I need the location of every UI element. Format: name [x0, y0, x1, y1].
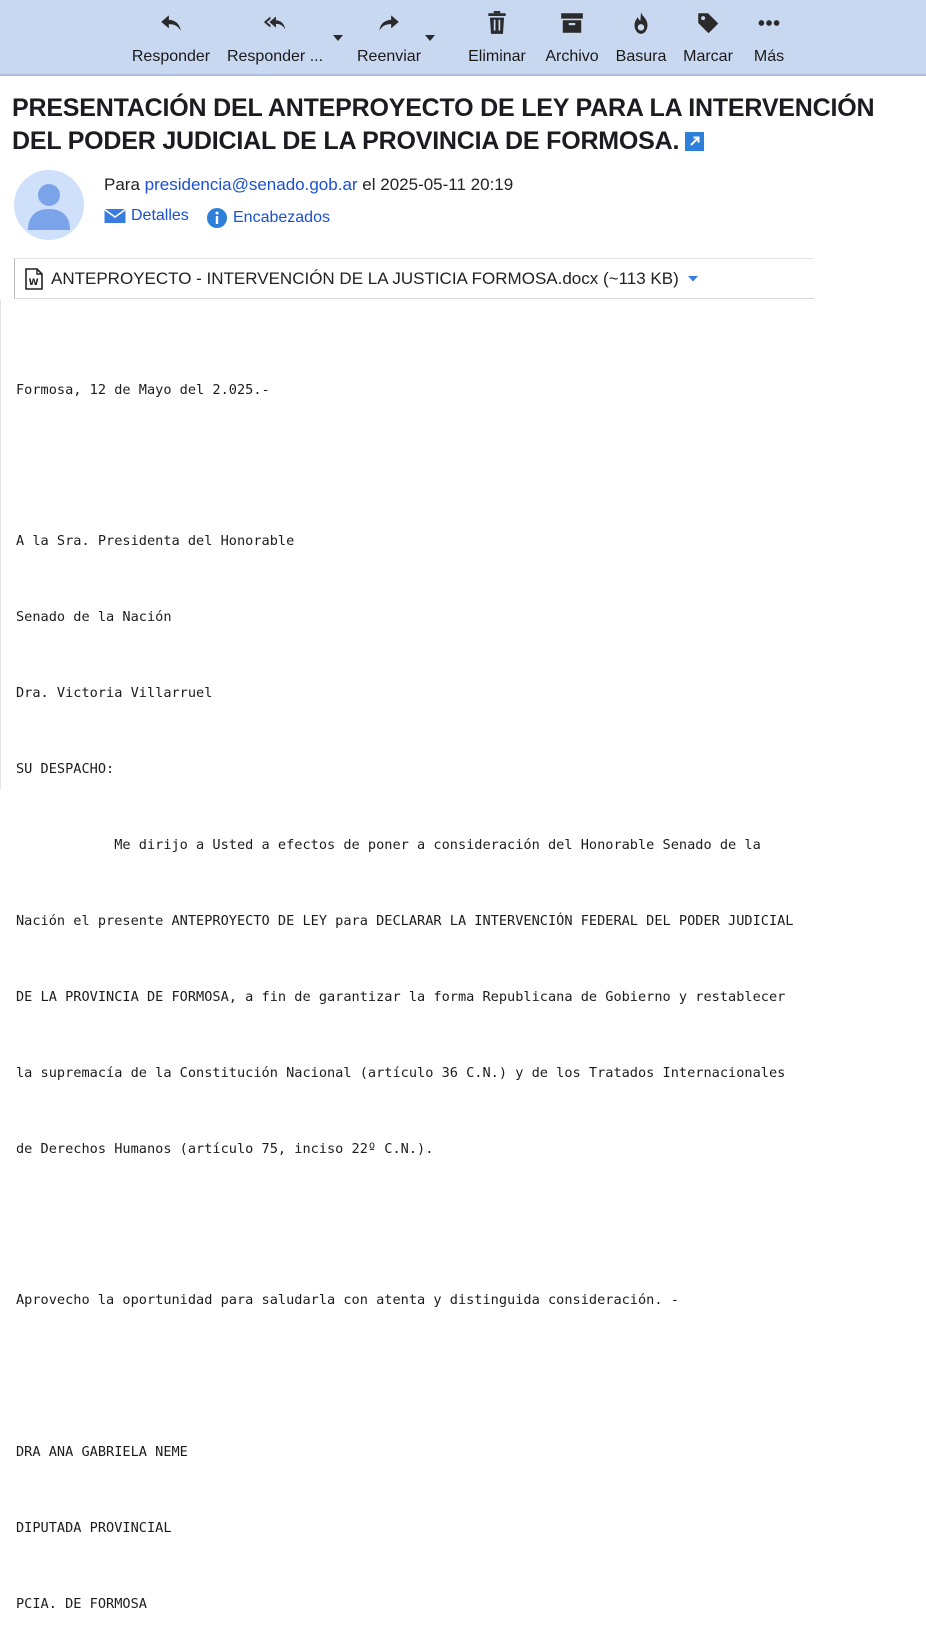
- archive-button[interactable]: [542, 8, 602, 70]
- reply-label: Responder: [131, 48, 211, 65]
- details-label: Detalles: [131, 207, 189, 224]
- forward-label: Reenviar: [356, 48, 422, 65]
- recipient-line: [104, 175, 513, 195]
- trash-icon: [484, 10, 510, 36]
- forward-icon: [376, 10, 402, 36]
- signature-name: DRA ANA GABRIELA NEME: [16, 1444, 188, 1461]
- content-left-border: [0, 300, 1, 789]
- body-line: Aprovecho la oportunidad para saludarla con atenta y distinguida consideración. -: [16, 1292, 679, 1309]
- more-label: Más: [753, 48, 785, 65]
- body-line: Me dirijo a Usted a efectos de poner a consideración del Honorable Senado de la: [16, 836, 761, 853]
- tag-icon: [695, 10, 721, 36]
- message-toolbar: [0, 0, 926, 76]
- attachment-name[interactable]: ANTEPROYECTO - INTERVENCIÓN DE LA JUSTICIA FORMOSA.docx (~113 KB): [51, 268, 679, 288]
- reply-button[interactable]: [131, 8, 211, 70]
- to-prefix: Para: [104, 175, 140, 194]
- subject-line-2: DEL PODER JUDICIAL DE LA PROVINCIA DE FORMOSA.: [12, 127, 680, 155]
- body-line: DE LA PROVINCIA DE FORMOSA, a fin de garantizar la forma Republicana de Gobierno y restablecer: [16, 988, 786, 1005]
- body-line: [16, 453, 916, 478]
- body-line: A la Sra. Presidenta del Honorable: [16, 533, 295, 550]
- body-line: [16, 1212, 916, 1237]
- reply-all-dropdown[interactable]: [332, 30, 344, 40]
- body-line: [16, 1364, 916, 1389]
- archive-label: Archivo: [545, 48, 599, 65]
- signature-title: DIPUTADA PROVINCIAL: [16, 1519, 172, 1536]
- junk-label: Basura: [615, 48, 667, 65]
- caret-down-icon: [332, 33, 344, 43]
- info-icon: [206, 207, 228, 229]
- more-icon: [756, 10, 782, 36]
- tag-label: Marcar: [683, 48, 733, 65]
- forward-dropdown[interactable]: [424, 30, 436, 40]
- message-date: el 2025-05-11 20:19: [362, 175, 514, 194]
- body-line: SU DESPACHO:: [16, 761, 115, 778]
- delete-label: Eliminar: [468, 48, 526, 65]
- reply-all-label: Responder ...: [226, 48, 324, 65]
- headers-label: Encabezados: [233, 209, 330, 226]
- forward-button[interactable]: [357, 8, 421, 70]
- delete-button[interactable]: [466, 8, 528, 70]
- junk-button[interactable]: [613, 8, 669, 70]
- subject-line-2-wrap: [12, 125, 912, 158]
- reply-icon: [158, 10, 184, 36]
- body-line: Formosa, 12 de Mayo del 2.025.-: [16, 381, 270, 398]
- headers-link[interactable]: [206, 207, 330, 229]
- subject-line-1: PRESENTACIÓN DEL ANTEPROYECTO DE LEY PARA LA INTERVENCIÓN: [12, 94, 875, 122]
- reply-all-icon: [262, 10, 288, 36]
- person-icon: [14, 170, 84, 240]
- svg-text:W: W: [28, 277, 39, 288]
- more-button[interactable]: [748, 8, 790, 70]
- attachment-bar: [14, 258, 814, 298]
- envelope-icon: [104, 208, 126, 224]
- archive-icon: [559, 10, 585, 36]
- details-link[interactable]: [104, 207, 189, 225]
- body-line: Dra. Victoria Villarruel: [16, 685, 213, 702]
- word-document-icon: [25, 268, 43, 290]
- caret-down-icon: [424, 33, 436, 43]
- message-subject: [12, 92, 912, 158]
- message-body: [16, 327, 916, 1642]
- signature-province: PCIA. DE FORMOSA: [16, 1595, 147, 1612]
- caret-down-icon[interactable]: [687, 274, 699, 283]
- body-line: la supremacía de la Constitución Nacional (artículo 36 C.N.) y de los Tratados Internacionales: [16, 1064, 786, 1081]
- avatar: [14, 170, 84, 240]
- reply-all-button[interactable]: [226, 8, 324, 70]
- body-line: Nación el presente ANTEPROYECTO DE LEY para DECLARAR LA INTERVENCIÓN FEDERAL DEL PODER JUDICIAL: [16, 912, 794, 929]
- body-line: Senado de la Nación: [16, 609, 172, 626]
- fire-icon: [628, 10, 654, 36]
- tag-button[interactable]: [680, 8, 736, 70]
- open-external-icon[interactable]: [685, 127, 704, 146]
- body-line: de Derechos Humanos (artículo 75, inciso 22º C.N.).: [16, 1140, 434, 1157]
- recipient-link[interactable]: presidencia@senado.gob.ar: [144, 175, 358, 194]
